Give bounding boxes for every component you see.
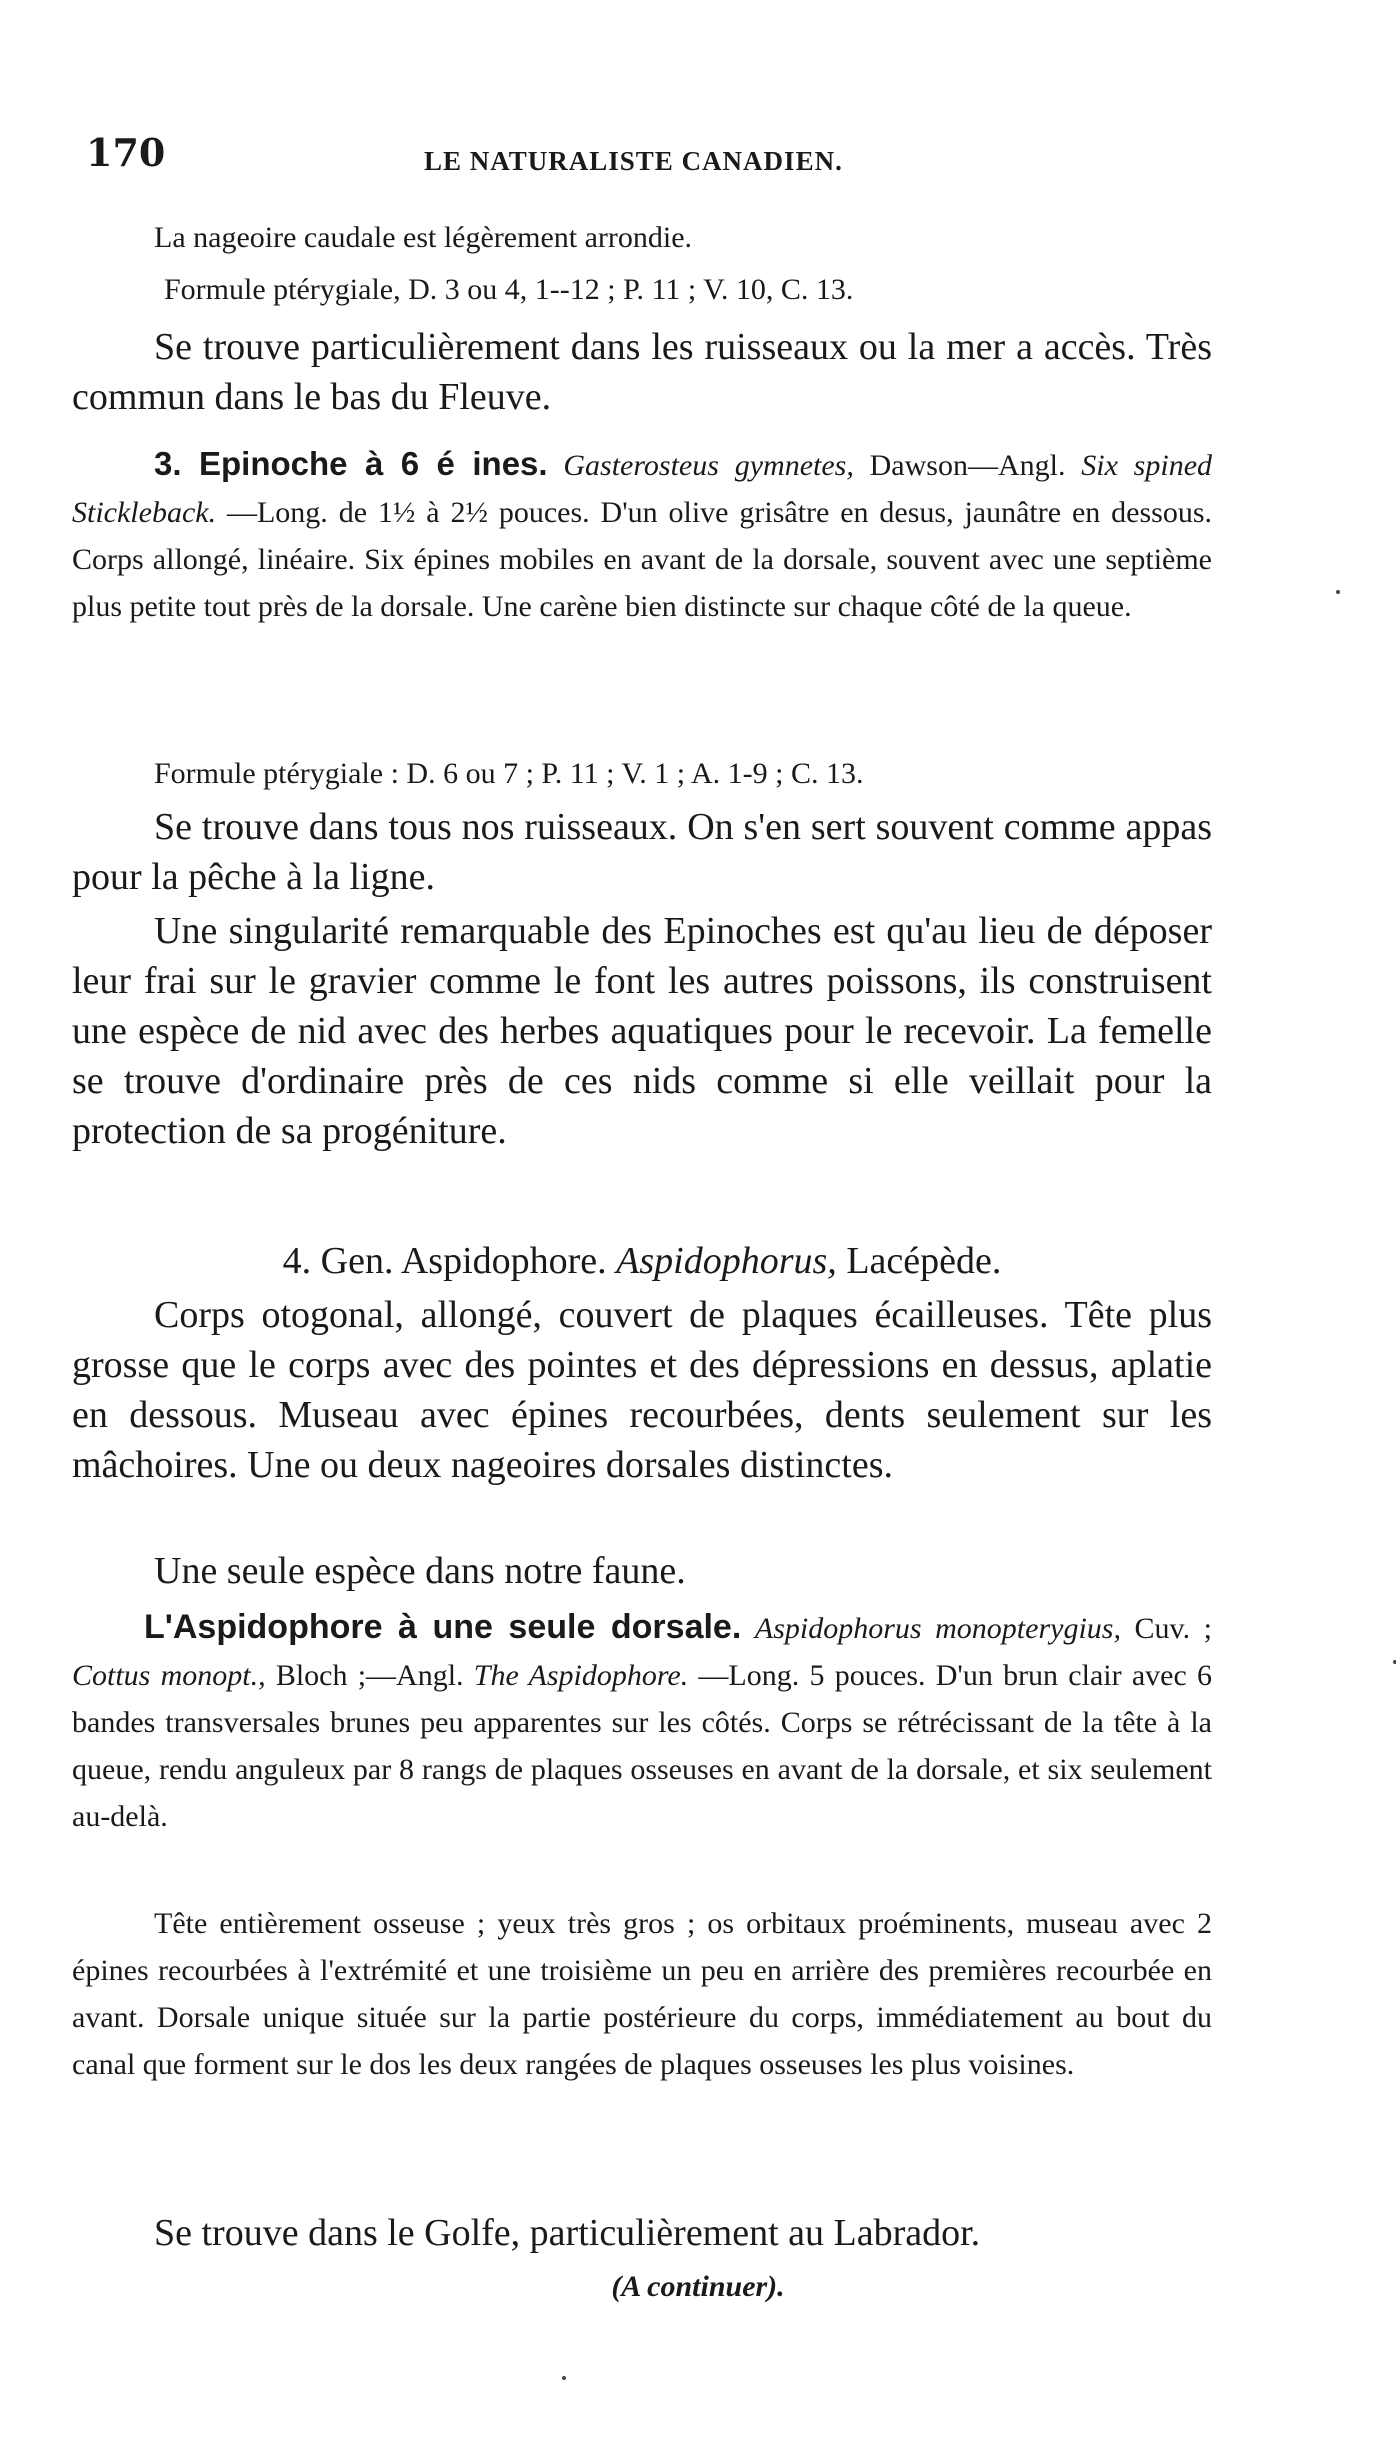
species-description: —Long. de 1½ à 2½ pouces. D'un olive grisâtre en desus, jaunâtre en dessous. Corps allongé, linéaire. Six épines mobiles en avant de la dorsale, souvent avec une septième plus petite tout près de la dorsale. Une carène bien distincte sur chaque côté de la queue. <box>72 496 1212 623</box>
aspidophore-latin-name: Aspidophorus monopterygius, <box>754 1612 1121 1645</box>
page-number: 170 <box>86 130 166 175</box>
paragraph-nesting: Une singularité remarquable des Epinoches est qu'au lieu de déposer leur frai sur le gravier comme le font les autres poissons, ils construisent une espèce de nid avec des herbes aquatiques pour le recevoir. La femelle se trouve d'ordinaire près de ces nids comme si elle veillait pour la protection de sa progéniture. <box>72 910 1212 1152</box>
margin-speck <box>1336 590 1340 594</box>
paragraph-single-species: Une seule espèce dans notre faune. <box>154 1550 686 1592</box>
species-authority: Dawson—Angl. <box>853 449 1082 482</box>
paragraph-head-description: Tête entièrement osseuse ; yeux très gros ; os orbitaux proéminents, museau avec 2 épines recourbées à l'extrémité et une troisième un peu en arrière des premières recourbée en avant. Dorsale unique située sur la partie postérieure du corps, immédiatement au bout du canal que forment sur le dos les deux rangées de plaques osseuses les plus voisines. <box>72 1907 1212 2081</box>
paragraph-species-3 <box>72 440 1212 630</box>
aspidophore-english-name: The Aspidophore. <box>473 1659 689 1692</box>
genus-heading <box>72 1236 1212 1286</box>
species-latin-name: Gasterosteus gymnetes, <box>563 449 854 482</box>
genus-label: 4. Gen. Aspidophore. <box>282 1240 617 1282</box>
aspidophore-authority-1: Cuv. ; <box>1120 1612 1212 1645</box>
paragraph-fin-formula-1: Formule ptérygiale, D. 3 ou 4, 1--12 ; P. 11 ; V. 10, C. 13. <box>164 273 854 306</box>
continuation-note: (A continuer). <box>611 2270 785 2303</box>
paragraph-aspidophore-species <box>72 1604 1212 1840</box>
aspidophore-authority-2: Bloch ;—Angl. <box>265 1659 474 1692</box>
margin-speck <box>562 2376 566 2380</box>
species-heading: 3. Epinoche à 6 é ines. <box>154 445 548 482</box>
aspidophore-description: —Long. 5 pouces. D'un brun clair avec 6 bandes transversales brunes peu apparentes sur les côtés. Corps se rétrécissant de la tête à la queue, rendu anguleux par 8 rangs de plaques osseuses en avant de la dorsale, et six seulement au-delà. <box>72 1659 1212 1833</box>
species-english-name: Six spined Stickleback. <box>72 449 1213 529</box>
paragraph-habitat-3: Se trouve dans le Golfe, particulièrement au Labrador. <box>154 2212 981 2254</box>
paragraph-habitat-2: Se trouve dans tous nos ruisseaux. On s'en sert souvent comme appas pour la pêche à la ligne. <box>72 806 1212 898</box>
genus-latin-name: Aspidophorus, <box>616 1240 837 1282</box>
paragraph-fin-formula-2: Formule ptérygiale : D. 6 ou 7 ; P. 11 ; V. 1 ; A. 1-9 ; C. 13. <box>154 757 864 790</box>
paragraph-genus-description: Corps otogonal, allongé, couvert de plaques écailleuses. Tête plus grosse que le corps avec des pointes et des dépressions en dessus, aplatie en dessous. Museau avec épines recourbées, dents seulement sur les mâchoires. Une ou deux nageoires dorsales distinctes. <box>72 1294 1212 1486</box>
aspidophore-heading: L'Aspidophore à une seule dorsale. <box>144 1608 742 1646</box>
genus-authority: Lacépède. <box>836 1240 1002 1282</box>
aspidophore-synonym: Cottus monopt., <box>72 1659 266 1692</box>
running-title: LE NATURALISTE CANADIEN. <box>424 146 843 176</box>
paragraph-habitat-1: Se trouve particulièrement dans les ruisseaux ou la mer a accès. Très commun dans le bas du Fleuve. <box>72 326 1212 418</box>
paragraph-caudal-fin: La nageoire caudale est légèrement arrondie. <box>154 221 693 254</box>
